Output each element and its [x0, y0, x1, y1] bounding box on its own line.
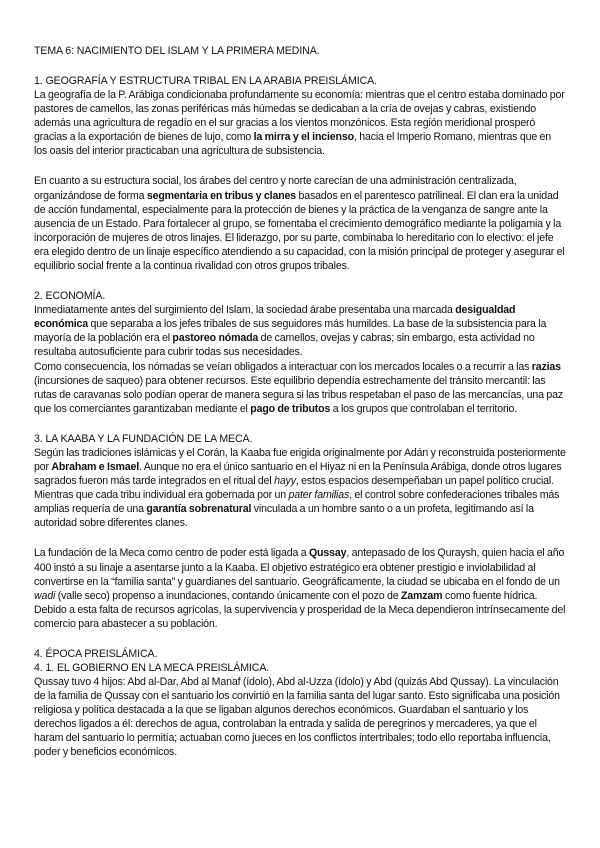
bold-term: Qussay [308, 547, 347, 560]
section-3-paragraph-2: La fundación de la Meca como centro de poder está ligada a Qussay, antepasado de los Quraysh, quien hacia el año 400 instó a su linaje a asentarse junto a la Kaaba. El objetivo estratégico era obtener prestigio e inviolabilidad al convertirse en la “familia santa” y guardianes del santuario. Geográficamente, la ciudad se ubicaba en el fondo de un wadi (valle seco) propenso a inundaciones, contando únicamente con el pozo de Zamzam como fuente hídrica. Debido a esta falta de recursos agrícolas, la supervivencia y prosperidad de la Meca dependieron intrínsecamente del comercio para abastecer a su población. [34, 547, 566, 630]
italic-term: wadi [34, 589, 56, 602]
document-title: TEMA 6: NACIMIENTO DEL ISLAM Y LA PRIMERA MEDINA. [34, 45, 320, 57]
section-1-paragraph-2: En cuanto a su estructura social, los árabes del centro y norte carecían de una administración centralizada, organizándose de forma segmentaria en tribus y clanes basados en el parentesco patrilineal. El clan era la unidad de acción fundamental, especialmente para la protección de bienes y la práctica de la venganza de sangre ante la ausencia de un Estado. Para fortalecer al grupo, se fomentaba el crecimiento demográfico mediante la poligamia y la incorporación de mujeres de otros linajes. El liderazgo, por su parte, combinaba lo hereditario con lo electivo: el jefe era elegido dentro de un linaje específico atendiendo a su capacidad, con la misión principal de proteger y asegurar el equilibrio social frente a la continua rivalidad con otros grupos tribales. [34, 175, 565, 273]
section-4-1-heading: 4. 1. EL GOBIERNO EN LA MECA PREISLÁMICA. [34, 662, 270, 674]
bold-term: garantía sobrenatural [146, 503, 252, 516]
section-1-paragraph-1: La geografía de la P. Arábiga condicionaba profundamente su economía: mientras que el centro estaba dominado por pastores de camellos, las zonas periféricas más húmedas se dedicaban a la cría de ovejas y cabras, existiendo además una agricultura de regadío en el sur gracias a los vientos monzónicos. Esta región meridional prosperó gracias a la exportación de bienes de lujo, como la mirra y el incienso, hacia el Imperio Romano, mientras que en los oasis del interior practicaban una agricultura de subsistencia. [34, 89, 565, 158]
italic-term: pater familias [288, 489, 350, 502]
section-2-paragraph-1: Inmediatamente antes del surgimiento del Islam, la sociedad árabe presentaba una marcada desigualdad económica que separaba a los jefes tribales de sus seguidores más humildes. La base de la subsistencia para la mayoría de la población era el pastoreo nómada de camellos, ovejas y cabras; sin embargo, esta actividad no resultaba autosuficiente para cubrir todas sus necesidades. [34, 304, 547, 359]
section-3-heading: 3. LA KAABA Y LA FUNDACIÓN DE LA MECA. [34, 432, 253, 445]
section-4-heading: 4. ÉPOCA PREISLÁMICA. [34, 648, 158, 660]
bold-term: pago de tributos [250, 402, 331, 415]
bold-term: segmentaria en tribus y clanes [146, 189, 296, 202]
italic-term: hayy [274, 475, 296, 488]
bold-term: pastoreo nómada [172, 332, 259, 345]
bold-term: la mirra y el incienso [253, 131, 354, 144]
section-4-1-paragraph-1: Qussay tuvo 4 hijos: Abd al-Dar, Abd al Manaf (ídolo), Abd al-Uzza (ídolo) y Abd (quizás Abd Qussay). La vinculación de la familia de Qussay con el santuario los convirtió en la familia santa del lugar santo. Esto significaba una posición religiosa y política destacada a la que se ligaban algunos derechos económicos. Guardaban el santuario y los derechos ligados a él: derechos de agua, controlaban la entrada y salida de peregrinos y mercaderes, ya que el haram del santuario lo permitía; actuaban como jueces en los conflictos intertribales; todo ello reportaba influencia, poder y beneficios económicos. [34, 676, 560, 759]
section-1-heading: 1. GEOGRAFÍA Y ESTRUCTURA TRIBAL EN LA ARABIA PREISLÁMICA. [34, 75, 377, 87]
section-2-paragraph-2: Como consecuencia, los nómadas se veían obligados a interactuar con los mercados locales o a recurrir a las razias (incursiones de saqueo) para obtener recursos. Este equilibrio dependía estrechamente del tránsito mercantil: las rutas de caravanas solo podían operar de manera segura si las tribus respetaban el paso de las mercancías, una paz que los comerciantes garantizaban mediante el pago de tributos a los grupos que controlaban el territorio. [34, 360, 563, 415]
section-3-paragraph-1: Según las tradiciones islámicas y el Corán, la Kaaba fue erigida originalmente por Adán y reconstruida posteriormente por Abraham e Ismael. Aunque no era el único santuario en el Hiyaz ni en la Península Arábiga, donde otros lugares sagrados fueron más tarde integrados en el ritual del hayy, estos espacios desempeñaban un papel político crucial. Mientras que cada tribu individual era gobernada por un pater familias, el control sobre confederaciones tribales más amplias requería de una garantía sobrenatural vinculada a un hombre santo o a un profeta, legitimando así la autoridad sobre diferentes clanes. [34, 446, 566, 530]
bold-term: desigualdad económica [34, 304, 516, 331]
bold-term: Zamzam [400, 589, 443, 602]
section-2-heading: 2. ECONOMÍA. [34, 290, 106, 303]
bold-term: Abraham e Ismael [51, 460, 140, 473]
bold-term: razias [531, 360, 561, 373]
